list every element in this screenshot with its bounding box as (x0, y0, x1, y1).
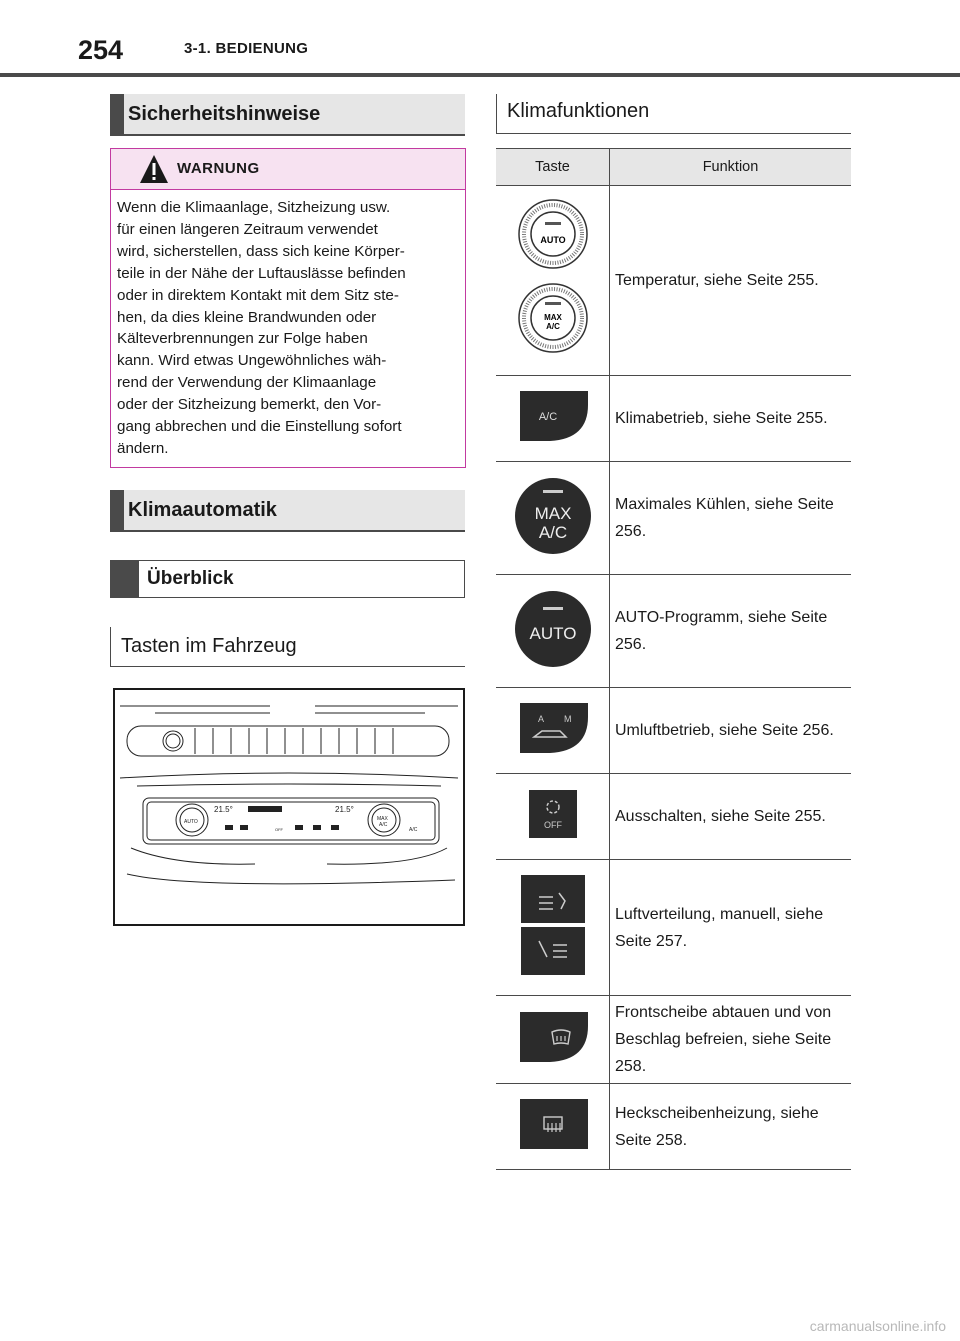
svg-text:A/C: A/C (409, 827, 418, 833)
panel-max-label: MAX (377, 816, 388, 822)
page-number: 254 (78, 35, 124, 65)
table-row (496, 462, 851, 575)
function-rear-window-heating: Heckscheibenheizung, siehe Seite 258. (610, 1084, 852, 1170)
warning-title: WARNUNG (177, 160, 260, 177)
function-ac: Klimabetrieb, siehe Seite 255. (610, 376, 852, 462)
table-row (496, 376, 851, 462)
svg-text:A/C: A/C (538, 522, 567, 542)
svg-text:AUTO: AUTO (529, 623, 576, 643)
svg-text:M: M (563, 714, 571, 724)
panel-auto-label: AUTO (184, 819, 198, 825)
buttons-heading (110, 627, 465, 667)
functions-heading-label: Klimafunktionen (507, 100, 650, 122)
svg-text:A/C: A/C (545, 322, 560, 331)
table-row (496, 1084, 851, 1170)
table-row (496, 575, 851, 688)
function-windshield-defrost: Frontscheibe abtauen und von Beschlag befreien, siehe Seite 258. (610, 996, 852, 1084)
function-air-distribution: Luftverteilung, manuell, siehe Seite 257. (610, 860, 852, 996)
table-header-row (496, 149, 851, 186)
function-off: Ausschalten, siehe Seite 255. (610, 774, 852, 860)
function-max-cooling: Maximales Kühlen, siehe Seite 256. (610, 462, 852, 575)
temperature-knobs-icon (496, 186, 610, 376)
section-heading-climate (110, 490, 465, 532)
climate-panel-figure (113, 688, 465, 926)
climate-panel-drawing (115, 690, 463, 924)
chapter-title: 3-1. BEDIENUNG (184, 40, 309, 57)
fan-off-button-icon (496, 774, 610, 860)
warning-header (111, 149, 465, 190)
recirculation-button-icon (496, 688, 610, 774)
svg-text:OFF: OFF (543, 820, 562, 830)
table-row (496, 688, 851, 774)
table-row (496, 996, 851, 1084)
table-row (496, 186, 851, 376)
svg-text:AUTO: AUTO (539, 235, 566, 245)
svg-text:MAX: MAX (543, 313, 562, 322)
function-auto: AUTO-Programm, siehe Seite 256. (610, 575, 852, 688)
svg-text:OFF: OFF (275, 827, 283, 832)
functions-heading (496, 94, 851, 134)
air-distribution-buttons-icon (496, 860, 610, 996)
svg-text:MAX: MAX (534, 503, 571, 523)
warning-icon (139, 153, 169, 185)
section-heading-safety-label: Sicherheitshinweise (128, 103, 321, 125)
svg-text:A: A (537, 714, 544, 724)
section-heading-climate-label: Klimaautomatik (128, 499, 277, 521)
function-temperature: Temperatur, siehe Seite 255. (610, 186, 852, 376)
table-header-key: Taste (496, 149, 610, 186)
table-row (496, 860, 851, 996)
rear-window-heating-button-icon (496, 1084, 610, 1170)
table-header-function: Funktion (610, 149, 852, 186)
function-recirculation: Umluftbetrieb, siehe Seite 256. (610, 688, 852, 774)
warning-box (110, 148, 466, 468)
ac-button-icon (496, 376, 610, 462)
panel-temp-left: 21.5° (214, 805, 233, 814)
header-rule (0, 73, 960, 77)
panel-temp-right: 21.5° (335, 805, 354, 814)
table-row (496, 774, 851, 860)
subsection-overview (110, 560, 465, 598)
svg-text:A/C: A/C (538, 411, 557, 423)
buttons-heading-label: Tasten im Fahrzeug (121, 635, 297, 657)
auto-button-icon (496, 575, 610, 688)
functions-table (496, 148, 851, 1170)
svg-text:A/C: A/C (379, 822, 388, 828)
subsection-overview-label: Überblick (147, 568, 234, 589)
windshield-defrost-button-icon (496, 996, 610, 1084)
max-ac-button-icon (496, 462, 610, 575)
section-heading-safety (110, 94, 465, 136)
watermark: carmanualsonline.info (809, 1318, 946, 1334)
warning-text: Wenn die Klimaanlage, Sitzheizung usw. für einen längeren Zeitraum verwendet wird, sicherstellen, dass sich keine Körper- teile in der Nähe der Luftauslässe befinden oder in direktem Kontakt mit dem Sitz ste- hen, da dies kleine Brandwunden oder Kälteverbrennungen zur Folge haben kann. Wird etwas Ungewöhnliches wäh- rend der Verwendung der Klimaanlage oder der Sitzheizung bemerkt, den Vor- gang abbrechen und die Einstellung sofort ändern. (117, 199, 406, 457)
